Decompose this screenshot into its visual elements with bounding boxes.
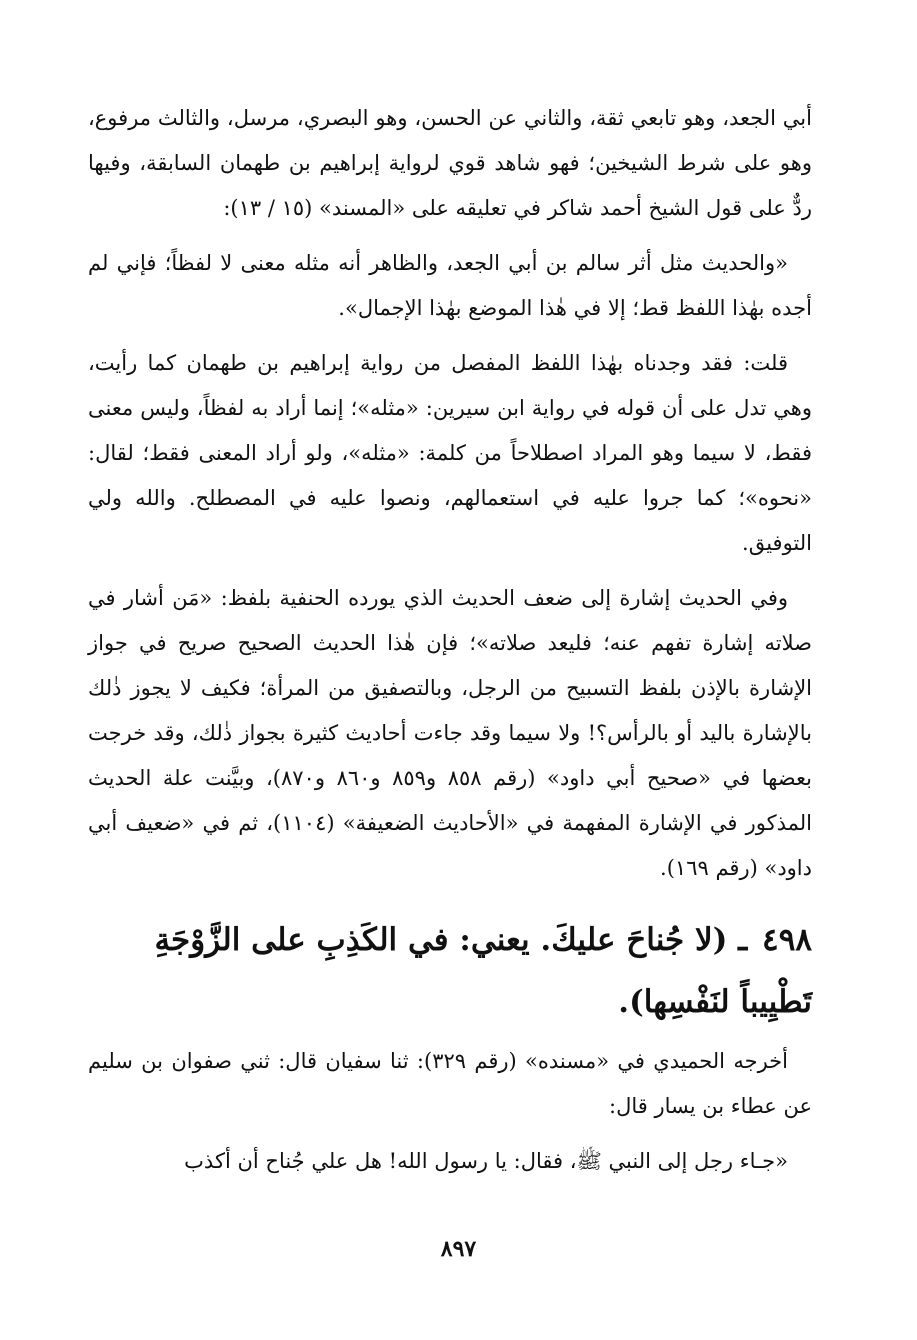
hadith-number: ٤٩٨ — [762, 922, 812, 958]
paragraph-4: وفي الحديث إشارة إلى ضعف الحديث الذي يورده الحنفية بلفظ: «مَن أشار في صلاته إشارة تفهم عنه؛ فليعد صلاته»؛ فإن هٰذا الحديث الصحيح صريح في جواز الإشارة بالإذن بلفظ التسبيح من الرجل، وبالتصفيق من المرأة؛ فكيف لا يجوز ذٰلك بالإشارة باليد أو بالرأس؟! ولا سيما وقد جاءت أحاديث كثيرة بجواز ذٰلك، وقد خرجت بعضها في «صحيح أبي داود» (رقم ٨٥٨ و٨٥٩ و٨٦٠ و٨٧٠)، وبيَّنت علة الحديث المذكور في الإشارة المفهمة في «الأحاديث الضعيفة» (١١٠٤)، ثم في «ضعيف أبي داود» (رقم ١٦٩). — [88, 586, 812, 880]
hadith-heading — [88, 909, 812, 1033]
paragraph-2-quote: «والحديث مثل أثر سالم بن أبي الجعد، والظاهر أنه مثله معنى لا لفظاً؛ فإني لم أجده بهٰذا اللفظ قط؛ إلا في هٰذا الموضع بهٰذا الإجمال». — [88, 251, 812, 320]
paragraph-3: قلت: فقد وجدناه بهٰذا اللفظ المفصل من رواية إبراهيم بن طهمان كما رأيت، وهي تدل على أن قوله في رواية ابن سيرين: «مثله»؛ إنما أراد به لفظاً، وليس معنى فقط، لا سيما وهو المراد اصطلاحاً من كلمة: «مثله»، ولو أراد المعنى فقط؛ لقال: «نحوه»؛ كما جروا عليه في استعمالهم، ونصوا عليه في المصطلح. والله ولي التوفيق. — [88, 351, 812, 555]
paragraph-5: أخرجه الحميدي في «مسنده» (رقم ٣٢٩): ثنا سفيان قال: ثني صفوان بن سليم عن عطاء بن يسار قال: — [88, 1049, 812, 1118]
hadith-title: ـ (لا جُناحَ عليكَ. يعني: في الكَذِبِ على الزَّوْجَةِ تَطْيِيباً لنَفْسِها). — [154, 922, 812, 1020]
paragraph-6: «جـاء رجل إلى النبي ﷺ، فقال: يا رسول الله! هل علي جُناح أن أكذب — [184, 1149, 788, 1173]
page-number: ٨٩٧ — [440, 1236, 477, 1262]
paragraph-1: أبي الجعد، وهو تابعي ثقة، والثاني عن الحسن، وهو البصري، مرسل، والثالث مرفوع، وهو على شرط الشيخين؛ فهو شاهد قوي لرواية إبراهيم بن طهمان السابقة، وفيها ردٌّ على قول الشيخ أحمد شاكر في تعليقه على «المسند» (١٥ / ١٣): — [88, 106, 812, 220]
page-body — [88, 96, 812, 1184]
